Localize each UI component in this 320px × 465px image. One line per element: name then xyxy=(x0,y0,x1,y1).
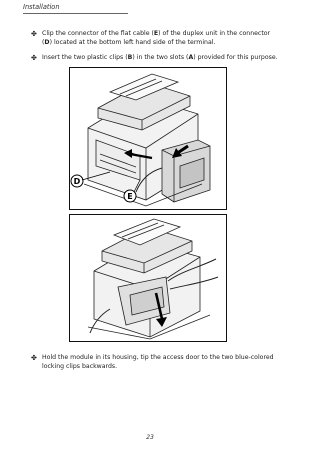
instruction-text: Clip the connector of the flat cable (E) of the duplex unit in the connector (D) located at the bottom left hand side of the terminal. xyxy=(42,30,271,46)
printer-duplex-illustration xyxy=(70,68,226,209)
ref-b: B xyxy=(127,54,133,61)
section-header: Installation xyxy=(23,3,60,11)
bullet-icon: ✤ xyxy=(31,54,37,62)
bullet-icon: ✤ xyxy=(31,354,37,362)
ref-a: A xyxy=(188,54,194,61)
header-rule xyxy=(23,13,128,14)
page-number: 23 xyxy=(146,434,154,441)
callout-e-label: E xyxy=(127,192,133,201)
printer-module-illustration xyxy=(70,215,226,341)
figure-duplex-connection xyxy=(69,67,227,210)
bullet-icon: ✤ xyxy=(31,30,37,38)
ref-d: D xyxy=(44,38,50,46)
figure-module-housing xyxy=(69,214,227,342)
callout-d-label: D xyxy=(73,177,81,186)
instruction-text: Hold the module in its housing, tip the access door to the two blue-colored locking clips backwards. xyxy=(42,354,274,370)
instruction-text: Insert the two plastic clips (B) in the two slots (A) provided for this purpose. xyxy=(42,54,278,61)
ref-e: E xyxy=(153,30,159,37)
